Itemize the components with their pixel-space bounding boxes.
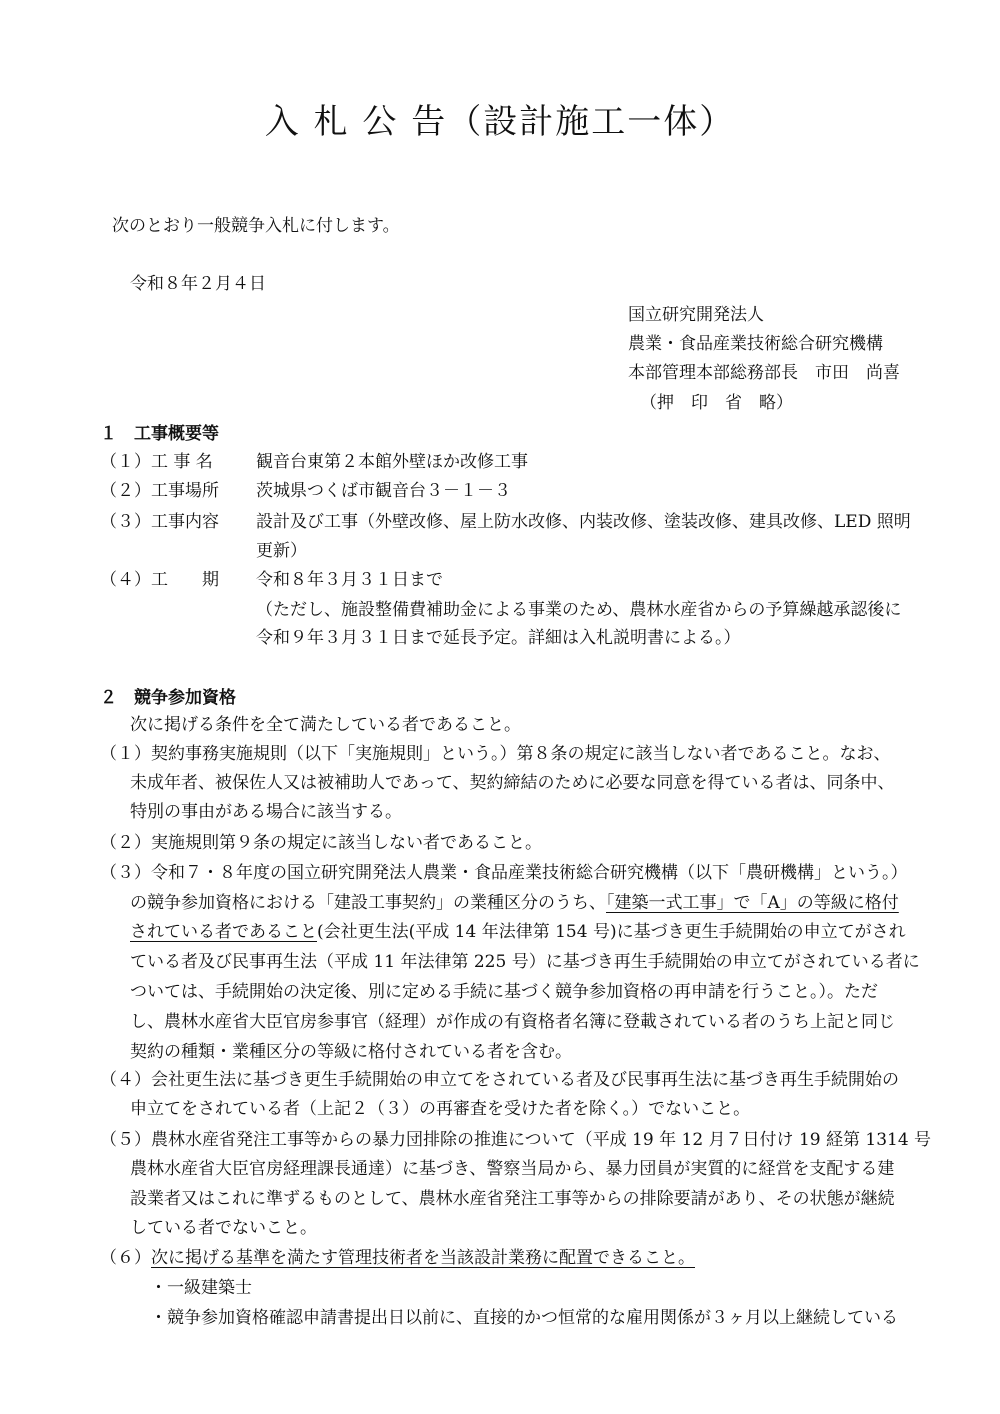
qualification-1-line: （１）契約事務実施規則（以下「実施規則」という。）第８条の規定に該当しない者であること。なお、 — [100, 744, 891, 764]
qualification-3-line: し、農林水産省大臣官房参事官（経理）が作成の有資格者名簿に登載されている者のうち上記と同じ — [130, 1012, 895, 1032]
qualification-4-line: （４）会社更生法に基づき更生手続開始の申立てをされている者及び民事再生法に基づき再生手続開始の — [100, 1070, 899, 1090]
item-label: （１）工 事 名 — [100, 452, 213, 472]
requirement-bullet: ・一級建築士 — [150, 1278, 252, 1298]
item-label: （２）工事場所 — [100, 481, 219, 501]
item-label: （３）工事内容 — [100, 512, 219, 532]
qualification-6-prefix: （６） — [100, 1248, 151, 1268]
qualification-1-line: 特別の事由がある場合に該当する。 — [130, 802, 402, 822]
qualification-4-line: 申立てをされている者（上記２（３）の再審査を受けた者を除く。）でないこと。 — [130, 1099, 751, 1119]
intro-text: 次のとおり一般競争入札に付します。 — [112, 216, 400, 236]
qualification-5-line: （５）農林水産省発注工事等からの暴力団排除の推進について（平成 19 年 12 月７日付け 19 経第 1314 号 — [100, 1130, 932, 1150]
issuer-institute: 農業・食品産業技術総合研究機構 — [628, 334, 883, 354]
item-text-continued: 更新） — [256, 541, 307, 561]
issuer-org: 国立研究開発法人 — [628, 305, 764, 325]
underlined-grade-requirement: 「建築一式工事」で「A」の等級に格付 — [606, 893, 899, 913]
item-text-continued: （ただし、施設整備費補助金による事業のため、農林水産省からの予算繰越承認後に — [256, 600, 902, 620]
issuer-person: 本部管理本部総務部長 市田 尚喜 — [628, 363, 900, 383]
item-text: 設計及び工事（外壁改修、屋上防水改修、内装改修、塗装改修、建具改修、LED 照明 — [256, 512, 911, 532]
underlined-manager-requirement: 次に掲げる基準を満たす管理技術者を当該設計業務に配置できること。 — [151, 1248, 695, 1268]
qualification-2-line: （２）実施規則第９条の規定に該当しない者であること。 — [100, 833, 542, 853]
section-2-intro: 次に掲げる条件を全て満たしている者であること。 — [130, 715, 521, 735]
item-text-continued: 令和９年３月３１日まで延長予定。詳細は入札説明書による。） — [256, 628, 741, 648]
qualification-3-line: （３）令和７・８年度の国立研究開発法人農業・食品産業技術総合研究機構（以下「農研機構」という。） — [100, 863, 908, 883]
underlined-grade-requirement: されている者であること — [130, 922, 317, 942]
item-text: 観音台東第２本館外壁ほか改修工事 — [256, 452, 528, 472]
qualification-3-line — [130, 893, 899, 913]
qualification-3-line: ついては、手続開始の決定後、別に定める手続に基づく競争参加資格の再申請を行うこと。）。ただ — [130, 982, 878, 1002]
section-2-heading: ２ 競争参加資格 — [100, 688, 236, 708]
qualification-3-text: の競争参加資格における「建設工事契約」の業種区分のうち、 — [130, 893, 606, 913]
qualification-3-line: 契約の種類・業種区分の等級に格付されている者を含む。 — [130, 1042, 572, 1062]
page-title: 入 札 公 告（設計施工一体） — [264, 102, 736, 142]
qualification-5-line: 農林水産省大臣官房経理課長通達）に基づき、警察当局から、暴力団員が実質的に経営を支配する建 — [130, 1159, 895, 1179]
qualification-6-line — [100, 1248, 695, 1268]
qualification-5-line: している者でないこと。 — [130, 1218, 317, 1238]
item-text: 茨城県つくば市観音台３－１－３ — [256, 481, 511, 501]
item-label: （４）工 期 — [100, 570, 219, 590]
qualification-1-line: 未成年者、被保佐人又は被補助人であって、契約締結のために必要な同意を得ている者は、同条中、 — [130, 773, 895, 793]
notice-date: 令和８年２月４日 — [130, 274, 266, 294]
qualification-3-text: (会社更生法(平成 14 年法律第 154 号)に基づき更生手続開始の申立てがされ — [317, 922, 906, 942]
qualification-5-line: 設業者又はこれに準ずるものとして、農林水産省発注工事等からの排除要請があり、その状態が継続 — [130, 1189, 895, 1209]
item-text: 令和８年３月３１日まで — [256, 570, 443, 590]
section-1-heading: １ 工事概要等 — [100, 424, 219, 444]
seal-omitted-note: （押 印 省 略） — [640, 393, 793, 413]
requirement-bullet: ・競争参加資格確認申請書提出日以前に、直接的かつ恒常的な雇用関係が３ヶ月以上継続している — [150, 1308, 898, 1328]
qualification-3-line — [130, 922, 906, 942]
qualification-3-line: ている者及び民事再生法（平成 11 年法律第 225 号）に基づき再生手続開始の申立てがされている者に — [130, 952, 920, 972]
